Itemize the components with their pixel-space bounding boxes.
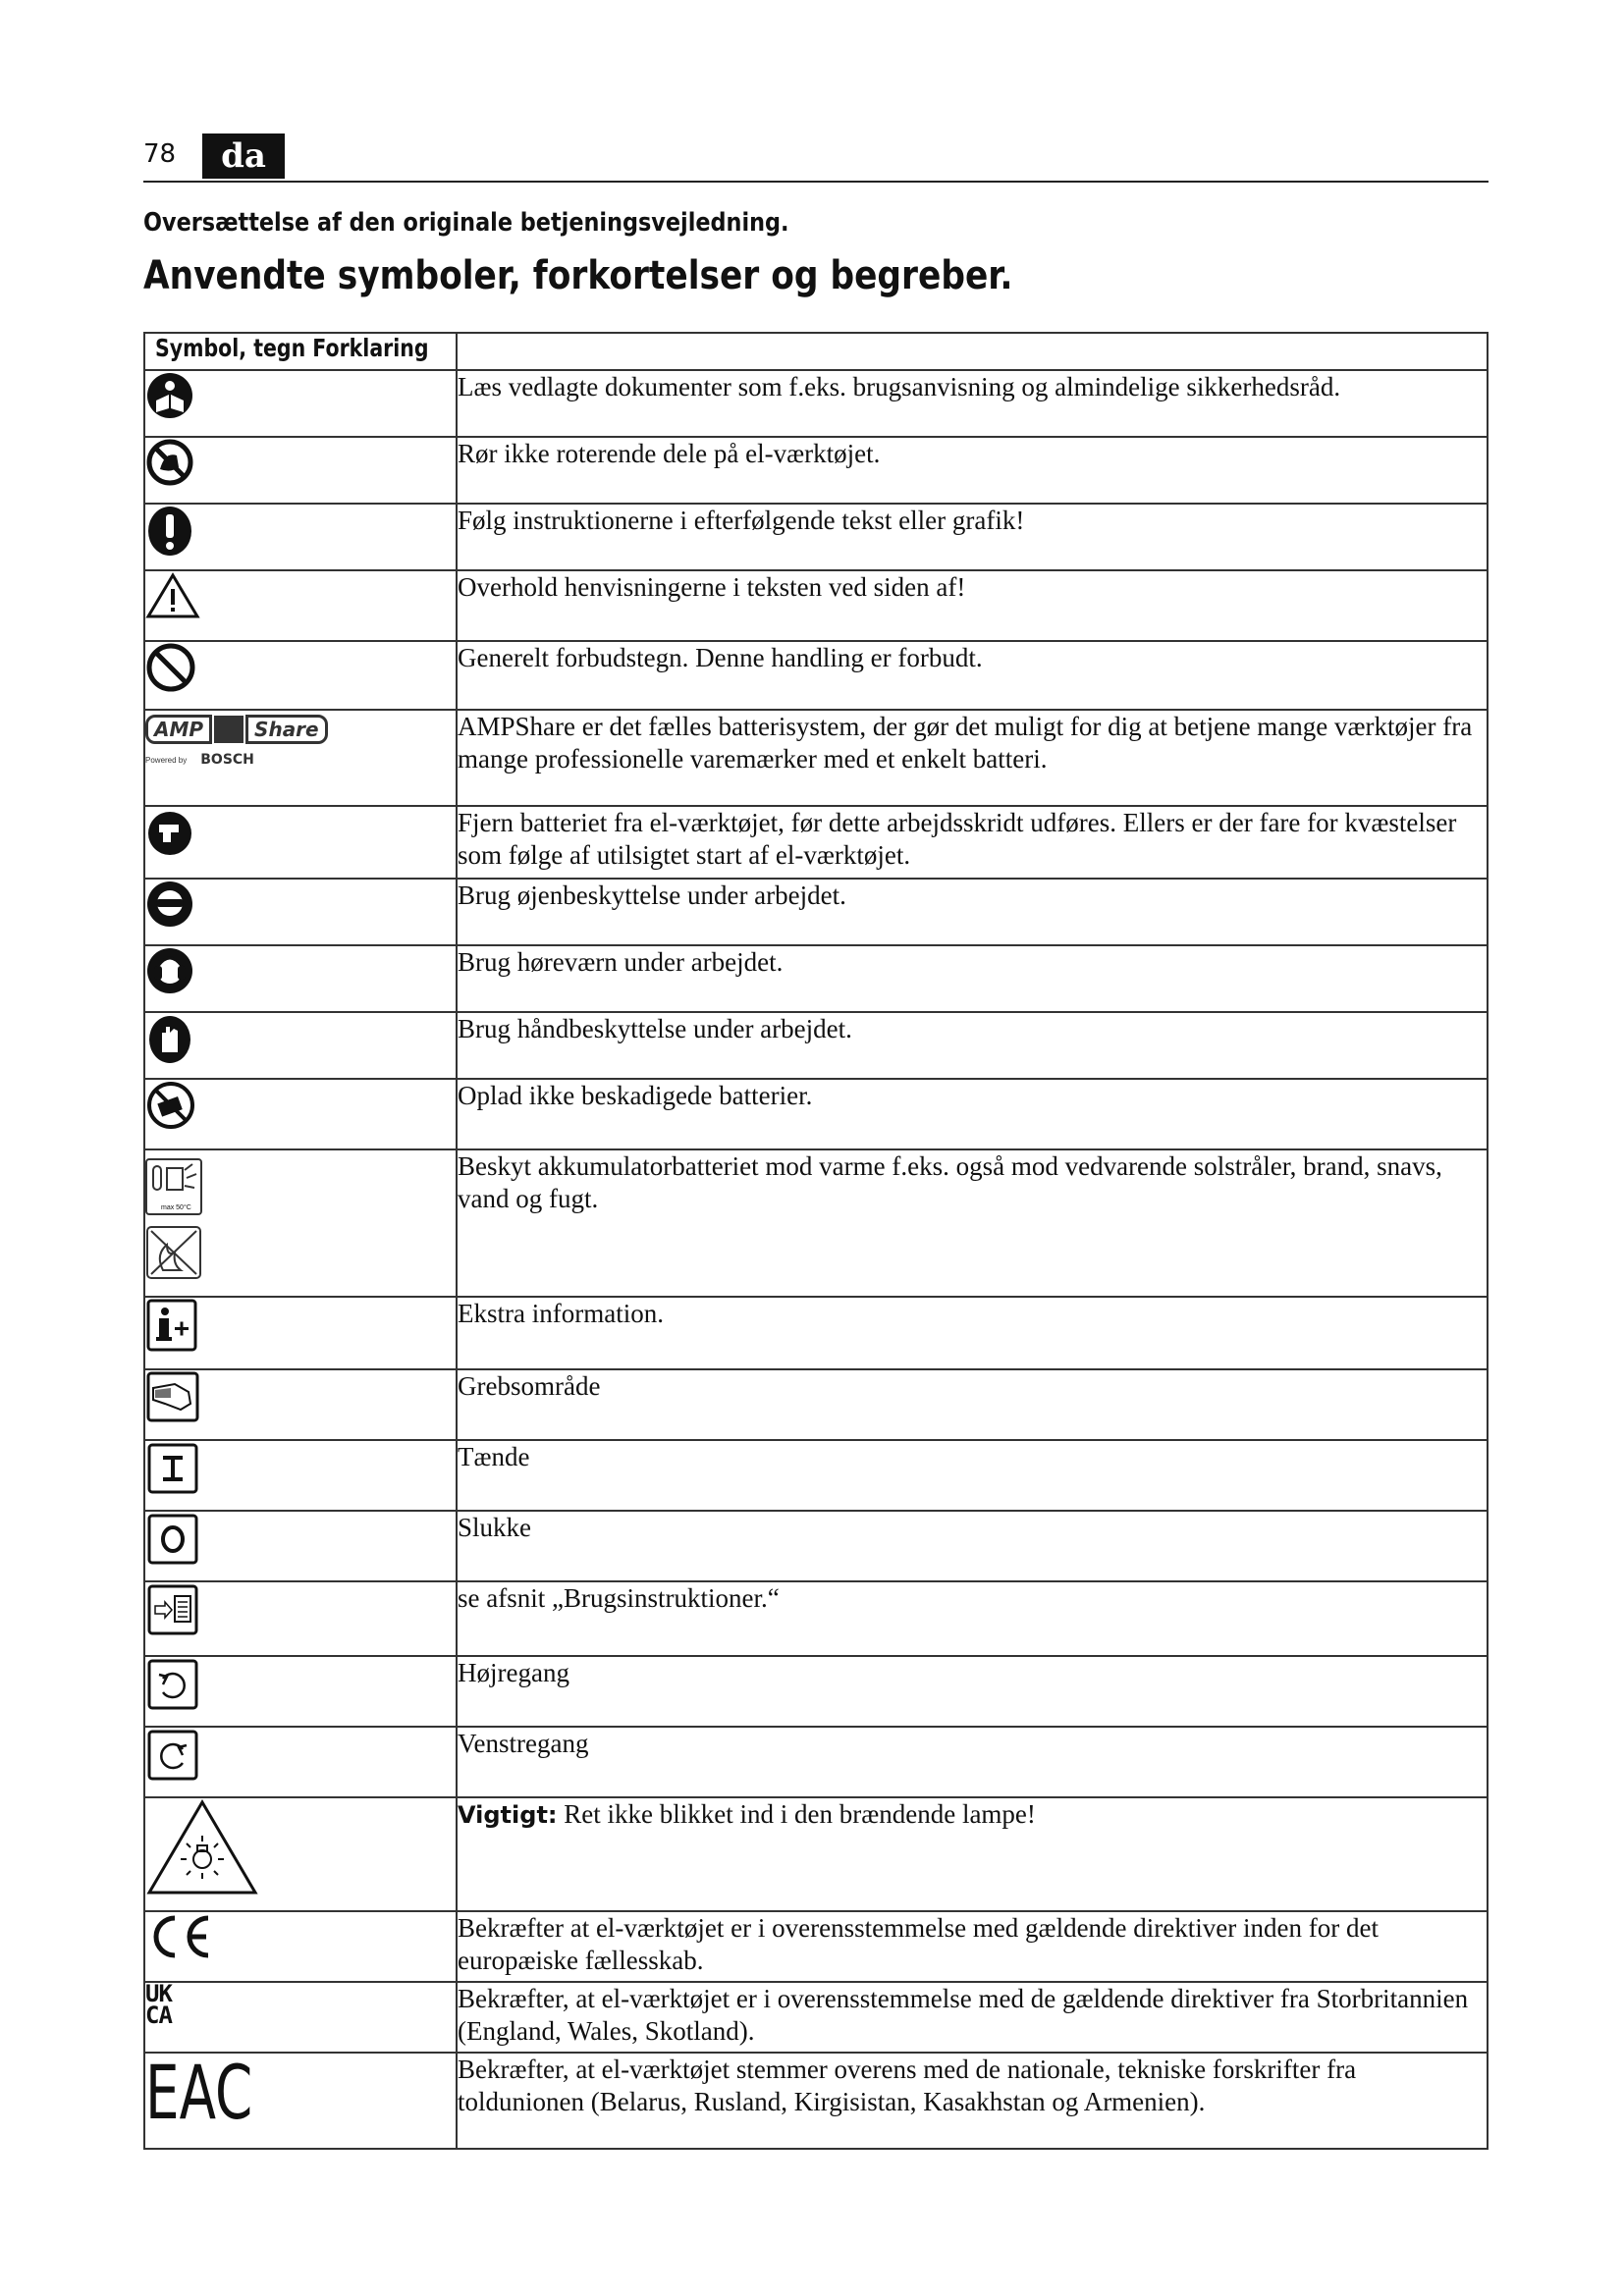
row-text: Følg instruktionerne i efterfølgende tekst eller grafik! [457,504,1488,570]
row-text: Oplad ikke beskadigede batterier. [457,1079,1488,1149]
eac-mark-icon: EAC [144,2053,457,2149]
table-row [144,641,1488,710]
ear-protection-icon [145,946,194,995]
table-row [144,1297,1488,1369]
row-text: Bekræfter, at el-værktøjet stemmer overens med de nationale, tekniske forskrifter fra toldunionen (Belarus, Rusland, Kirgisistan, Kasakhstan og Armenien). [457,2053,1488,2149]
read-manual-icon [145,371,194,420]
row-text: Brug høreværn under arbejdet. [457,945,1488,1012]
hand-protection-icon [145,1013,194,1064]
no-fire-water-icon [145,1225,202,1280]
table-row [144,1581,1488,1656]
table-row [144,879,1488,945]
important-label: Vigtigt: [458,1801,558,1829]
row-text: Brug håndbeskyttelse under arbejdet. [457,1012,1488,1079]
table-row [144,504,1488,570]
ukca-mark-icon: UK CA [144,1982,457,2053]
row-text: Bekræfter, at el-værktøjet er i overensstemmelse med de gældende direktiver fra Storbritannien (England, Wales, Skotland). [457,1982,1488,2053]
table-row [144,2053,1488,2149]
ampshare-battery-icon [214,716,244,743]
thermometer-icon [147,1160,200,1200]
row-text: Højregang [457,1656,1488,1727]
language-badge: da [202,133,285,179]
ampshare-logo-icon: AMP Share Powered by BOSCH [144,710,457,806]
row-text: Beskyt akkumulatorbatteriet mod varme f.eks. også mod vedvarende solstråler, brand, snavs, vand og fugt. [457,1149,1488,1297]
table-row [144,1797,1488,1911]
table-row [144,1149,1488,1297]
table-row [144,570,1488,641]
row-text: Tænde [457,1440,1488,1511]
table-row [144,806,1488,879]
protect-battery-heat-icon: max 50°C [144,1149,457,1297]
row-text: Grebsområde [457,1369,1488,1440]
document-subtitle: Oversættelse af den originale betjeningsvejledning. [143,208,789,238]
see-section-icon [145,1582,200,1637]
table-row [144,1982,1488,2053]
row-text: se afsnit „Brugsinstruktioner.“ [457,1581,1488,1656]
exclamation-icon [145,505,194,558]
symbols-table [143,332,1489,2150]
row-text: Venstregang [457,1727,1488,1797]
row-text: AMPShare er det fælles batterisystem, der gør det muligt for dig at betjene mange værktøjer fra mange professionelle varemærker med et enkelt batteri. [457,710,1488,806]
row-text: Bekræfter at el-værktøjet er i overensstemmelse med gældende direktiver inden for det europæiske fællesskab. [457,1911,1488,1982]
table-header-blank [457,333,1488,370]
page-number: 78 [143,139,177,169]
counterclockwise-icon [145,1728,200,1783]
row-text: Overhold henvisningerne i teksten ved siden af! [457,570,1488,641]
table-row [144,945,1488,1012]
table-row [144,1012,1488,1079]
table-row [144,1911,1488,1982]
clockwise-icon [145,1657,200,1712]
table-row [144,710,1488,806]
page-title: Anvendte symboler, forkortelser og begreber. [143,253,1013,298]
table-row [144,370,1488,437]
power-off-icon [145,1512,200,1567]
row-text: Slukke [457,1511,1488,1581]
warning-triangle-icon [145,571,200,620]
row-text: Fjern batteriet fra el-værktøjet, før dette arbejdsskridt udføres. Ellers er der fare for kvæstelser som følge af utilsigtet start af el-værktøjet. [457,806,1488,879]
row-text: Brug øjenbeskyttelse under arbejdet. [457,879,1488,945]
eye-protection-icon [145,880,194,929]
table-row [144,1440,1488,1511]
table-row [144,1079,1488,1149]
no-charge-damaged-battery-icon [145,1080,196,1131]
power-on-icon [145,1441,200,1496]
row-text: Vigtigt: Ret ikke blikket ind i den brændende lampe! [457,1797,1488,1911]
page-header [143,133,1489,183]
no-touch-rotating-icon [145,438,194,487]
table-row [144,1511,1488,1581]
table-row [144,1727,1488,1797]
grip-area-icon [145,1370,200,1423]
row-text: Ekstra information. [457,1297,1488,1369]
table-row [144,1656,1488,1727]
row-text: Generelt forbudstegn. Denne handling er forbudt. [457,641,1488,710]
prohibition-icon [145,642,196,693]
row-text: Rør ikke roterende dele på el-værktøjet. [457,437,1488,504]
remove-battery-icon [145,807,194,856]
table-row [144,437,1488,504]
table-row [144,1369,1488,1440]
lamp-warning-icon [145,1798,259,1896]
ce-mark-icon [145,1912,216,1961]
table-header-symbol: Symbol, tegn Forklaring [144,333,457,370]
info-plus-icon [145,1298,198,1353]
row-text: Læs vedlagte dokumenter som f.eks. brugsanvisning og almindelige sikkerhedsråd. [457,370,1488,437]
